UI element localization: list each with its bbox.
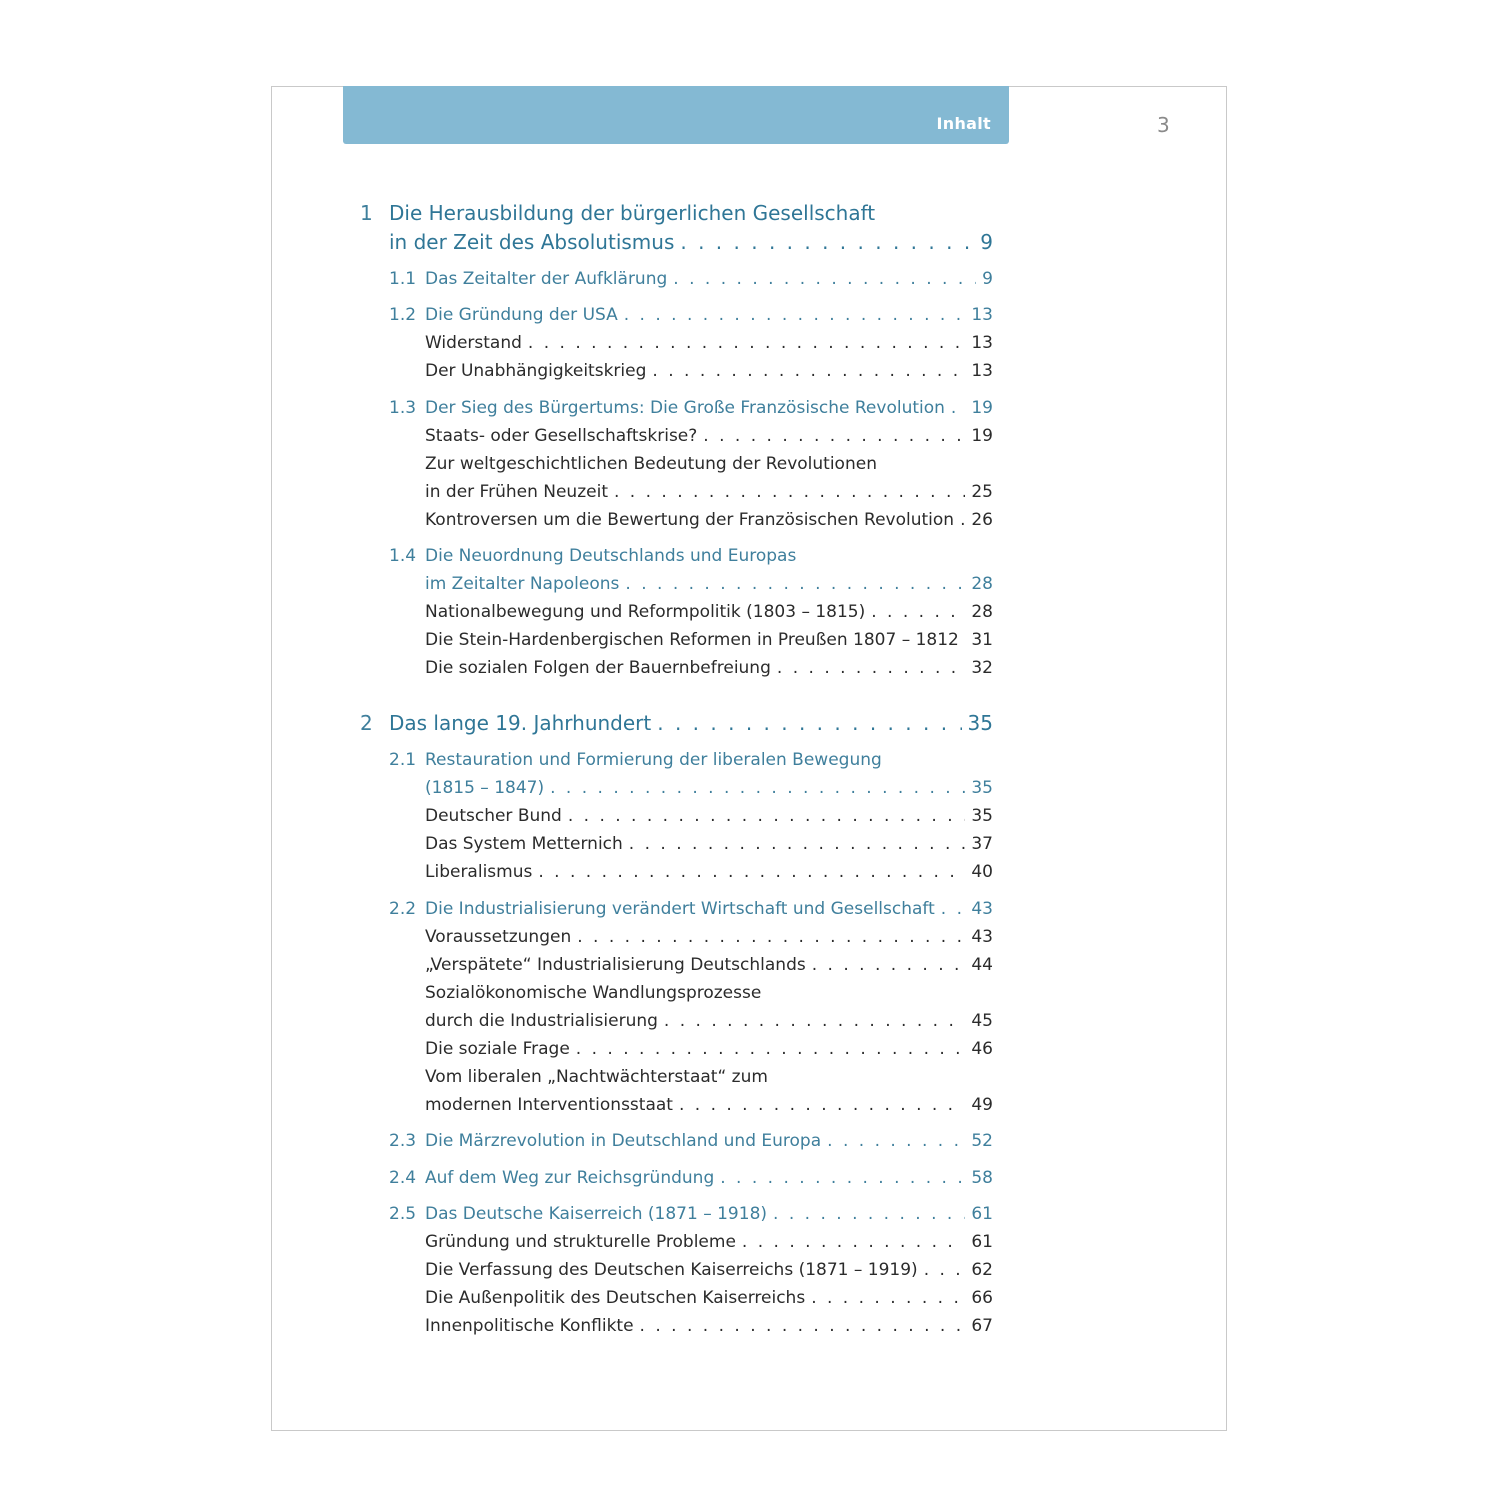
toc-title-line	[425, 980, 761, 1006]
section-title: Das Zeitalter der Aufklärung	[425, 269, 668, 289]
entry-title: Die soziale Frage	[425, 1039, 570, 1059]
toc-section-2-1[interactable]	[389, 747, 993, 773]
entry-title: Die Außenpolitik des Deutschen Kaiserreichs	[425, 1288, 806, 1308]
section-title: Die Gründung der USA	[425, 305, 618, 325]
toc-section-1-3[interactable]	[389, 395, 993, 421]
toc-chapter-2[interactable]	[360, 710, 993, 736]
dot-leader	[871, 599, 965, 625]
dot-leader	[941, 896, 966, 922]
toc-title-line	[425, 952, 993, 978]
entry-title: Voraussetzungen	[425, 927, 572, 947]
page-ref: 45	[971, 1011, 993, 1031]
entry-title: Widerstand	[425, 333, 522, 353]
toc-title-line	[389, 229, 993, 255]
chapter-number: 2	[360, 711, 373, 735]
toc-title-line	[425, 330, 993, 356]
chapter-title: Das lange 19. Jahrhundert	[389, 711, 652, 735]
entry-title: Kontroversen um die Bewertung der Französischen Revolution	[425, 510, 955, 530]
section-number: 2.1	[389, 750, 417, 770]
toc-entry[interactable]	[425, 423, 993, 449]
toc-title-line	[425, 775, 993, 801]
page-ref: 28	[971, 602, 993, 622]
dot-leader	[614, 479, 965, 505]
entry-title: Sozialökonomische Wandlungsprozesse	[425, 983, 762, 1003]
dot-leader	[720, 1165, 965, 1191]
section-title: Auf dem Weg zur Reichsgründung	[425, 1168, 715, 1188]
entry-title: Das System Metternich	[425, 834, 623, 854]
toc-entry-line1[interactable]	[425, 1064, 993, 1090]
toc-title-line	[425, 747, 882, 773]
toc-entry[interactable]	[425, 655, 993, 681]
entry-title: in der Frühen Neuzeit	[425, 482, 608, 502]
toc-entry[interactable]	[425, 831, 993, 857]
page-ref: 35	[967, 711, 993, 735]
entry-title: Gründung und strukturelle Probleme	[425, 1232, 736, 1252]
toc-title-line	[425, 451, 877, 477]
dot-leader	[640, 1313, 966, 1339]
section-title: im Zeitalter Napoleons	[425, 574, 620, 594]
toc-entry[interactable]	[425, 1008, 993, 1034]
toc-title-line	[425, 479, 993, 505]
section-title: Die Märzrevolution in Deutschland und Europa	[425, 1131, 822, 1151]
dot-leader	[680, 229, 974, 255]
toc-title-line	[425, 395, 993, 421]
section-number: 2.2	[389, 899, 417, 919]
entry-title: Innenpolitische Konflikte	[425, 1316, 634, 1336]
page-ref: 44	[971, 955, 993, 975]
dot-leader	[577, 924, 965, 950]
toc-section-1-1[interactable]	[389, 266, 993, 292]
toc-entry[interactable]	[425, 1036, 993, 1062]
page-ref: 66	[971, 1288, 993, 1308]
dot-leader	[742, 1229, 965, 1255]
toc-title-line	[425, 543, 796, 569]
toc-title-line	[425, 571, 993, 597]
toc-title-line	[425, 627, 993, 653]
dot-leader	[625, 571, 965, 597]
toc-entry[interactable]	[425, 924, 993, 950]
toc-entry[interactable]	[425, 1285, 993, 1311]
entry-title: Nationalbewegung und Reformpolitik (1803 – 1815)	[425, 602, 866, 622]
entry-title: Der Unabhängigkeitskrieg	[425, 361, 647, 381]
page-ref: 32	[971, 658, 993, 678]
toc-title-line	[425, 803, 993, 829]
dot-leader	[827, 1128, 965, 1154]
toc-section-2-1-line2[interactable]	[425, 775, 993, 801]
dot-leader	[924, 1257, 966, 1283]
toc-title-line	[425, 266, 993, 292]
section-number: 1.1	[389, 269, 417, 289]
page-ref: 26	[971, 510, 993, 530]
toc-title-line	[389, 200, 875, 226]
section-title: Das Deutsche Kaiserreich (1871 – 1918)	[425, 1204, 768, 1224]
toc-title-line	[425, 1008, 993, 1034]
entry-title: Die Verfassung des Deutschen Kaiserreichs (1871 – 1919)	[425, 1260, 918, 1280]
page-ref: 43	[971, 899, 993, 919]
dot-leader	[664, 1008, 965, 1034]
entry-title: Staats- oder Gesellschaftskrise?	[425, 426, 698, 446]
page-ref: 67	[971, 1316, 993, 1336]
dot-leader	[528, 330, 965, 356]
section-number: 1.2	[389, 305, 417, 325]
page-ref: 58	[971, 1168, 993, 1188]
dot-leader	[703, 423, 965, 449]
entry-title: Zur weltgeschichtlichen Bedeutung der Revolutionen	[425, 454, 877, 474]
toc-title-line	[389, 710, 993, 736]
dot-leader	[538, 859, 965, 885]
entry-title: Die Stein-Hardenbergischen Reformen in Preußen 1807 – 1812	[425, 630, 959, 650]
toc-title-line	[425, 599, 993, 625]
toc-chapter-1-heading[interactable]	[360, 200, 1000, 226]
dot-leader	[576, 1036, 966, 1062]
page-ref: 13	[971, 333, 993, 353]
page-ref: 46	[971, 1039, 993, 1059]
entry-title: durch die Industrialisierung	[425, 1011, 658, 1031]
page-ref: 61	[971, 1232, 993, 1252]
section-title: Der Sieg des Bürgertums: Die Große Französische Revolution	[425, 398, 945, 418]
toc-entry[interactable]	[425, 803, 993, 829]
page-ref: 13	[971, 305, 993, 325]
dot-leader	[673, 266, 976, 292]
toc-section-2-4[interactable]	[389, 1165, 993, 1191]
dot-leader	[624, 302, 966, 328]
page-ref: 43	[971, 927, 993, 947]
toc-section-2-2[interactable]	[389, 896, 993, 922]
toc-entry[interactable]	[425, 1313, 993, 1339]
toc-title-line	[425, 1064, 768, 1090]
dot-leader	[652, 358, 965, 384]
toc-title-line	[425, 1128, 993, 1154]
toc-title-line	[425, 358, 993, 384]
toc-entry[interactable]	[425, 1229, 993, 1255]
page-number: 3	[1157, 113, 1170, 137]
dot-leader	[550, 775, 965, 801]
entry-title: Vom liberalen „Nachtwächterstaat“ zum	[425, 1067, 768, 1087]
page-ref: 9	[980, 230, 993, 254]
toc-entry[interactable]	[425, 330, 993, 356]
toc-title-line	[425, 655, 993, 681]
toc-section-2-3[interactable]	[389, 1128, 993, 1154]
page-ref: 28	[971, 574, 993, 594]
chapter-title: Die Herausbildung der bürgerlichen Gesellschaft	[389, 201, 876, 225]
toc-entry[interactable]	[425, 1257, 993, 1283]
section-title: (1815 – 1847)	[425, 778, 545, 798]
dot-leader	[960, 507, 965, 533]
page-ref: 31	[971, 630, 993, 650]
page-ref: 19	[971, 426, 993, 446]
toc-title-line	[425, 1229, 993, 1255]
page-ref: 61	[971, 1204, 993, 1224]
section-number: 2.5	[389, 1204, 417, 1224]
toc-title-line	[425, 924, 993, 950]
section-title: Restauration und Formierung der liberalen Bewegung	[425, 750, 882, 770]
dot-leader	[657, 710, 961, 736]
toc-section-1-2[interactable]	[389, 302, 993, 328]
section-number: 2.4	[389, 1168, 417, 1188]
toc-chapter-1-line[interactable]	[389, 229, 993, 255]
section-title: Die Industrialisierung verändert Wirtschaft und Gesellschaft	[425, 899, 935, 919]
page-ref: 49	[971, 1095, 993, 1115]
entry-title: Liberalismus	[425, 862, 533, 882]
page-ref: 9	[982, 269, 993, 289]
dot-leader	[773, 1201, 965, 1227]
toc-entry[interactable]	[425, 1092, 993, 1118]
toc-entry[interactable]	[425, 479, 993, 505]
toc-entry[interactable]	[425, 627, 993, 653]
toc-entry-line1[interactable]	[425, 980, 993, 1006]
entry-title: „Verspätete“ Industrialisierung Deutschlands	[425, 955, 806, 975]
page-ref: 19	[971, 398, 993, 418]
toc-entry[interactable]	[425, 952, 993, 978]
toc-title-line	[425, 1257, 993, 1283]
toc-title-line	[425, 859, 993, 885]
toc-title-line	[425, 896, 993, 922]
chapter-number: 1	[360, 201, 373, 225]
dot-leader	[679, 1092, 965, 1118]
page-ref: 52	[971, 1131, 993, 1151]
toc-title-line	[425, 507, 993, 533]
toc-entry[interactable]	[425, 599, 993, 625]
section-number: 2.3	[389, 1131, 417, 1151]
dot-leader	[629, 831, 966, 857]
toc-section-1-4-line2[interactable]	[425, 571, 993, 597]
toc-title-line	[425, 1201, 993, 1227]
toc-title-line	[425, 1285, 993, 1311]
toc-title-line	[425, 302, 993, 328]
dot-leader	[568, 803, 966, 829]
section-title: Die Neuordnung Deutschlands und Europas	[425, 546, 797, 566]
header-title: Inhalt	[936, 114, 991, 133]
dot-leader	[812, 952, 966, 978]
dot-leader	[951, 395, 965, 421]
entry-title: modernen Interventionsstaat	[425, 1095, 673, 1115]
toc-entry[interactable]	[425, 859, 993, 885]
toc-section-1-4[interactable]	[389, 543, 993, 569]
toc-entry[interactable]	[425, 358, 993, 384]
toc-title-line	[425, 831, 993, 857]
toc-title-line	[425, 1036, 993, 1062]
page-ref: 25	[971, 482, 993, 502]
toc-title-line	[425, 1092, 993, 1118]
toc-title-line	[425, 1165, 993, 1191]
page-ref: 35	[971, 778, 993, 798]
toc-entry-line1[interactable]	[425, 451, 993, 477]
dot-leader	[777, 655, 965, 681]
page-ref: 37	[971, 834, 993, 854]
section-number: 1.4	[389, 546, 417, 566]
page-ref: 62	[971, 1260, 993, 1280]
toc-title-line	[425, 1313, 993, 1339]
entry-title: Deutscher Bund	[425, 806, 562, 826]
toc-entry[interactable]	[425, 507, 993, 533]
page-ref: 13	[971, 361, 993, 381]
toc-title-line	[425, 423, 993, 449]
dot-leader	[811, 1285, 965, 1311]
toc-section-2-5[interactable]	[389, 1201, 993, 1227]
page-ref: 40	[971, 862, 993, 882]
chapter-title: in der Zeit des Absolutismus	[389, 230, 675, 254]
entry-title: Die sozialen Folgen der Bauernbefreiung	[425, 658, 771, 678]
section-number: 1.3	[389, 398, 417, 418]
page-ref: 35	[971, 806, 993, 826]
